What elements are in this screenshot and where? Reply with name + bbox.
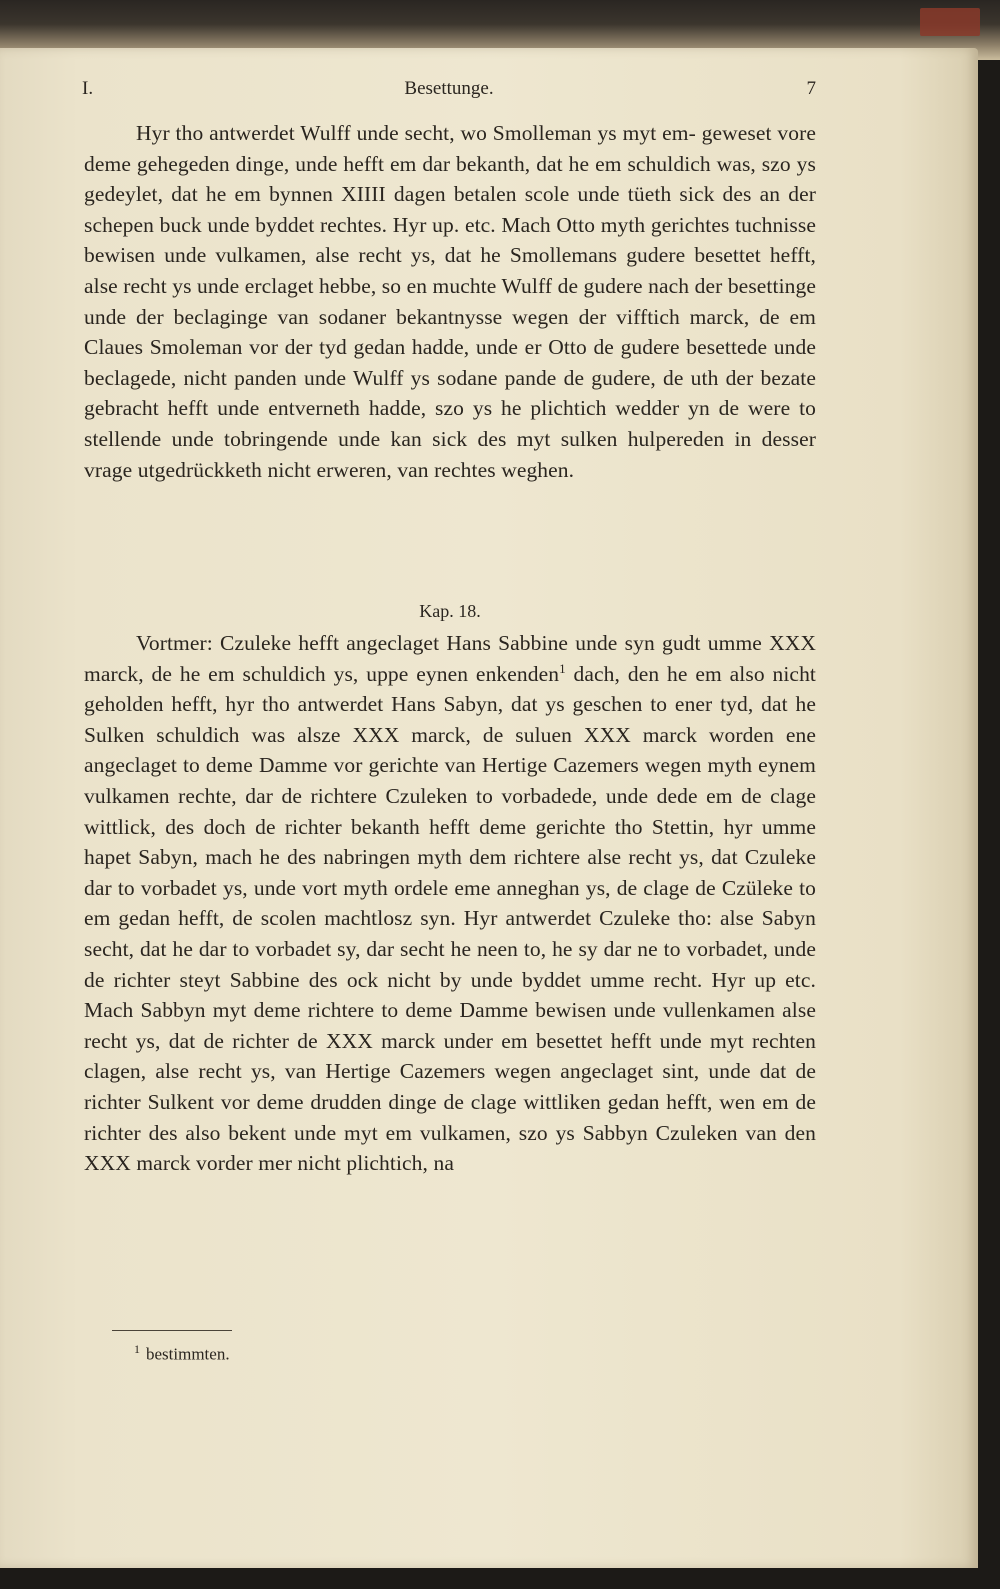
paragraph-text-rest: dach, den he em also nicht geholden hefft, hyr tho antwerdet Hans Sabyn, dat ys geschen to ener tyd, dat he Sulken schuldich was alsze XXX marck, de suluen XXX marck worden ene angeclaget to deme Damme vor gerichte van Hertige Cazemers wegen myth eynem vulkamen rechte, dar de richtere Czuleken to vorbadede, unde dede em de clage wittlick, des doch de richter bekanth hefft deme gerichte tho Stettin, hyr umme hapet Sabyn, mach he des nabringen myth dem richtere alse recht ys, dat Czuleke dar to vorbadet ys, unde vort myth ordele eme anneghan ys, de clage de Czüleke to em gedan hefft, de scolen machtlosz syn. Hyr antwerdet Czuleke tho: alse Sabyn secht, dat he dar to vorbadet sy, dar secht he neen to, he sy dar ne to vorbadet, unde de richter steyt Sabbine des ock nicht by unde byddet umme recht. Hyr up etc. Mach Sabbyn myt deme richtere to deme Damme bewisen unde vullenkamen alse recht ys, dat de richter de XXX marck under em besettet hefft unde myt rechten clagen, alse recht ys, van Hertige Cazemers wegen angeclaget sint, unde dat de richter Sulkent vor deme drudden dinge de clage wittliken gedan hefft, wen em de richter des also bekent unde myt em vulkamen, szo ys Sabbyn Czuleken van den XXX marck vorder mer nicht plichtich, na — [84, 661, 816, 1176]
footnote-reference: 1 — [559, 660, 566, 676]
paragraph — [84, 628, 816, 1179]
page-number: 7 — [806, 78, 816, 99]
section-number: I. — [82, 78, 94, 99]
body-text-section-2 — [84, 628, 816, 1179]
chapter-heading: Kap. 18. — [419, 601, 481, 621]
paragraph: Hyr tho antwerdet Wulff unde secht, wo Smolleman ys myt em- geweset vore deme gehegeden dinge, unde hefft em dar bekanth, dat he em schuldich was, szo ys gedeylet, dat he em bynnen XIIII dagen betalen scole unde tüeth sick des an der schepen buck unde byddet rechtes. Hyr up. etc. Mach Otto myth gerichtes tuchnisse bewisen unde vulkamen, alse recht ys, dat he Smollemans gudere besettet hefft, alse recht ys unde erclaget hebbe, so en muchte Wulff de gudere nach der besettinge unde der beclaginge van sodaner bekantnysse wegen der vifftich marck, de em Claues Smoleman vor der tyd gedan hadde, unde er Otto de gudere besettede unde beclagede, nicht panden unde Wulff ys sodane pande de gudere, de uth der bezate gebracht hefft unde entverneth hadde, szo ys he plichtich wedder yn de were to stellende unde tobringende unde kan sick des myt sulken hulpereden in desser vrage utgedrückketh nicht erweren, van rechtes weghen. — [84, 121, 816, 482]
footnote-text: bestimmten. — [146, 1344, 230, 1364]
running-title: Besettunge. — [404, 78, 494, 99]
body-text-section-1 — [84, 118, 816, 485]
running-header — [82, 78, 816, 108]
book-cover-cloth — [920, 8, 980, 36]
footnote — [134, 1342, 230, 1365]
paragraph-text-start: Vortmer: Czuleke hefft angeclaget Hans Sabbine unde syn gudt umme XXX marck, de he em schuldich ys, uppe eynen enkenden — [84, 631, 816, 686]
footnote-marker: 1 — [134, 1342, 140, 1356]
footnote-divider — [112, 1330, 232, 1331]
